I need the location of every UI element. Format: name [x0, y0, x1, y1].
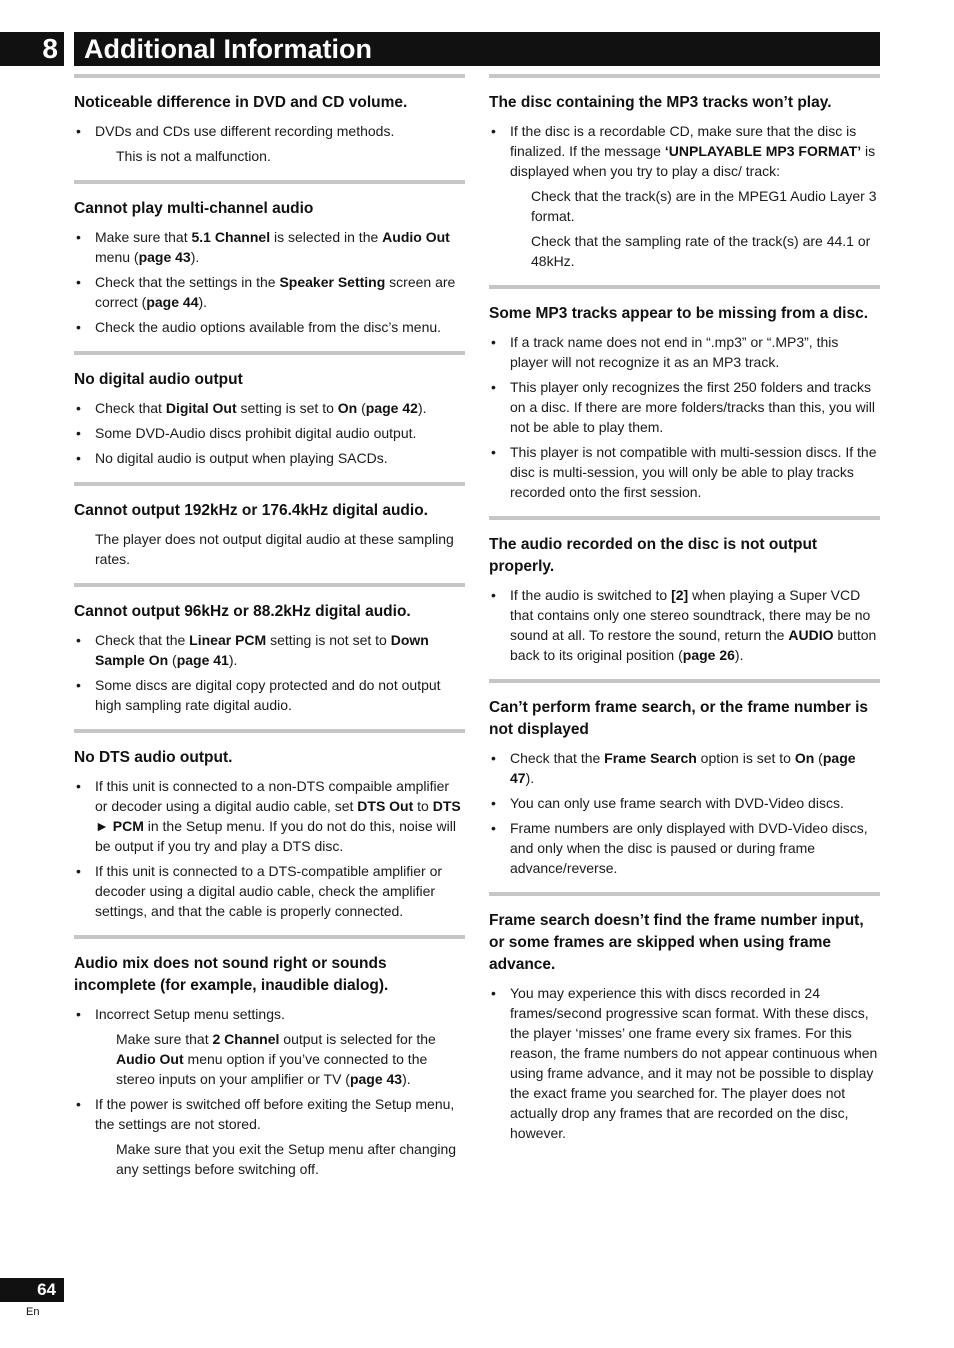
section-multichannel: [74, 180, 465, 337]
text: Check that: [95, 400, 166, 416]
section-title: Can’t perform frame search, or the frame number is not displayed: [489, 699, 869, 738]
keyword: Digital Out: [165, 400, 237, 416]
chapter-title: Additional Information: [74, 32, 880, 66]
text: to: [413, 798, 433, 814]
bullet-item: [74, 776, 465, 856]
text: screen are correct (: [95, 274, 456, 310]
text: (: [814, 750, 823, 766]
note: This is not a malfunction.: [116, 148, 271, 164]
bullet-list: [74, 398, 465, 468]
bullet-item: [489, 748, 880, 788]
bullet-item: • No digital audio is output when playing SACDs.: [74, 448, 465, 468]
keyword: ‘UNPLAYABLE MP3 FORMAT’: [664, 143, 862, 159]
section-no-digital-audio: [74, 351, 465, 468]
bullet-list: [489, 748, 880, 878]
section-frame-skip: [489, 892, 880, 1143]
section-audio-not-output: [489, 516, 880, 665]
page-ref: page 42: [365, 400, 418, 416]
bullet-item: • This player is not compatible with multi-session discs. If the disc is multi-session, you will only be able to play tracks recorded onto the first session.: [489, 442, 880, 502]
bullet-item: • If a track name does not end in “.mp3” or “.MP3”, this player will not recognize it as an MP3 track.: [489, 332, 880, 372]
keyword: Speaker Setting: [279, 274, 386, 290]
text: (: [168, 652, 177, 668]
bullet-item: • You may experience this with discs recorded in 24 frames/second progressive scan format. With these discs, the player ‘misses’ one frame every six frames. For this reason, the frame numbers do not appear continuous when using frame advance, and it may not be possible to display the exact frame you searched for. The player does not actually drop any frames that are recorded on the disc, however.: [489, 983, 880, 1143]
text: menu (: [95, 249, 139, 265]
page-ref: page 43: [349, 1071, 403, 1087]
bullet-item: • Check the audio options available from the disc’s menu.: [74, 317, 465, 337]
bullet-item: • DVDs and CDs use different recording methods.: [74, 121, 465, 141]
page-ref: page 47: [510, 750, 856, 786]
chapter-number: 8: [0, 32, 64, 66]
text: ).: [402, 1071, 411, 1087]
bullet-item: • You can only use frame search with DVD-Video discs.: [489, 793, 880, 813]
text: If the audio is switched to: [510, 587, 672, 603]
section-mp3-wont-play: [489, 74, 880, 271]
bullet-list: [489, 121, 880, 181]
text: ).: [190, 249, 200, 265]
section-mp3-missing: [489, 285, 880, 502]
section-192khz: [74, 482, 465, 569]
section-96khz: [74, 583, 465, 715]
bullet-item: [74, 227, 465, 267]
bullet-item: [74, 398, 465, 418]
keyword: [2]: [671, 587, 689, 603]
text: ).: [525, 770, 535, 786]
left-column: [74, 74, 465, 1193]
section-title: Cannot output 192kHz or 176.4kHz digital audio.: [74, 502, 428, 519]
note: Check that the sampling rate of the track(s) are 44.1 or 48kHz.: [531, 233, 871, 269]
keyword: AUDIO: [788, 627, 834, 643]
keyword: Linear PCM: [189, 632, 267, 648]
section-title: Cannot output 96kHz or 88.2kHz digital audio.: [74, 603, 411, 620]
bullet-list: [74, 1094, 465, 1134]
section-title: No digital audio output: [74, 371, 243, 388]
right-column: [489, 74, 880, 1157]
page-ref: page 43: [138, 249, 191, 265]
bullet-list: [74, 1004, 465, 1024]
bullet-list: [74, 227, 465, 337]
bullet-list: [74, 630, 465, 715]
bullet-item: • Frame numbers are only displayed with DVD-Video discs, and only when the disc is paused or during frame advance/reverse.: [489, 818, 880, 878]
section-title: No DTS audio output.: [74, 749, 233, 766]
text: ).: [198, 294, 208, 310]
section-no-dts: [74, 729, 465, 921]
keyword: Down Sample On: [95, 632, 429, 668]
text: ).: [228, 652, 238, 668]
section-title: Frame search doesn’t find the frame number input, or some frames are skipped when using frame advance.: [489, 912, 864, 973]
section-title: The disc containing the MP3 tracks won’t play.: [489, 94, 832, 111]
page-ref: page 41: [176, 652, 229, 668]
text: (: [357, 400, 366, 416]
text: is displayed when you try to play a disc/ track:: [510, 143, 876, 179]
text: output is selected for the: [279, 1031, 436, 1047]
keyword: 5.1 Channel: [191, 229, 271, 245]
bullet-list: [489, 983, 880, 1143]
section-title: Audio mix does not sound right or sounds incomplete (for example, inaudible dialog).: [74, 955, 389, 994]
text: ).: [417, 400, 427, 416]
note: Make sure that you exit the Setup menu after changing any settings before switching off.: [116, 1141, 457, 1177]
text: If this unit is connected to a non-DTS compaible amplifier or decoder using a digital audio cable, set: [95, 778, 450, 814]
note: Check that the track(s) are in the MPEG1 Audio Layer 3 format.: [531, 188, 877, 224]
bullet-item: • This player only recognizes the first 250 folders and tracks on a disc. If there are more folders/tracks than this, you will not be able to play them.: [489, 377, 880, 437]
bullet-item: • If the power is switched off before exiting the Setup menu, the settings are not stored.: [74, 1094, 465, 1134]
bullet-list: [489, 585, 880, 665]
keyword: On: [794, 750, 815, 766]
text: option is set to: [696, 750, 795, 766]
bullet-item: [74, 272, 465, 312]
text: setting is set to: [236, 400, 338, 416]
keyword: 2 Channel: [212, 1031, 280, 1047]
text: Check that the: [95, 632, 190, 648]
text: If the disc is a recordable CD, make sure that the disc is finalized. If the message: [510, 123, 857, 159]
section-frame-search: [489, 679, 880, 878]
paragraph: The player does not output digital audio at these sampling rates.: [95, 531, 454, 567]
text: Make sure that: [95, 229, 192, 245]
section-title: Some MP3 tracks appear to be missing from a disc.: [489, 305, 869, 322]
note: [116, 1029, 465, 1089]
text: setting is not set to: [266, 632, 391, 648]
section-title: Noticeable difference in DVD and CD volume.: [74, 94, 408, 111]
text: menu option if you’ve connected to the stereo inputs on your amplifier or TV (: [116, 1051, 428, 1087]
text: is selected in the: [270, 229, 383, 245]
keyword: DTS ► PCM: [95, 798, 461, 834]
bullet-item: [489, 585, 880, 665]
page-ref: page 44: [146, 294, 199, 310]
bullet-item: [74, 630, 465, 670]
keyword: Frame Search: [604, 750, 697, 766]
keyword: DTS Out: [357, 798, 414, 814]
section-title: Cannot play multi-channel audio: [74, 200, 314, 217]
section-audio-mix: [74, 935, 465, 1179]
page-number: 64: [0, 1278, 64, 1302]
text: Check that the settings in the: [95, 274, 280, 290]
text: Make sure that: [116, 1031, 213, 1047]
section-title: The audio recorded on the disc is not output properly.: [489, 536, 818, 575]
section-volume-difference: [74, 74, 465, 166]
page-ref: page 26: [682, 647, 735, 663]
bullet-list: [74, 776, 465, 921]
bullet-item: • Incorrect Setup menu settings.: [74, 1004, 465, 1024]
bullet-list: [74, 121, 465, 141]
keyword: Audio Out: [382, 229, 450, 245]
bullet-item: • Some discs are digital copy protected and do not output high sampling rate digital audio.: [74, 675, 465, 715]
bullet-item: • If this unit is connected to a DTS-compatible amplifier or decoder using a digital audio cable, check the amplifier settings, and that the cable is properly connected.: [74, 861, 465, 921]
keyword: Audio Out: [116, 1051, 184, 1067]
text: button back to its original position (: [510, 627, 877, 663]
text: Check that the: [510, 750, 605, 766]
bullet-list: [489, 332, 880, 502]
bullet-item: • Some DVD-Audio discs prohibit digital audio output.: [74, 423, 465, 443]
text: in the Setup menu. If you do not do this, noise will be output if you try and play a DTS disc.: [95, 818, 456, 854]
text: ).: [734, 647, 744, 663]
bullet-item: [489, 121, 880, 181]
keyword: On: [337, 400, 358, 416]
language-label: En: [26, 1306, 40, 1318]
text: when playing a Super VCD that contains only one stereo soundtrack, there may be no sound at all. To restore the sound, return the: [510, 587, 871, 643]
